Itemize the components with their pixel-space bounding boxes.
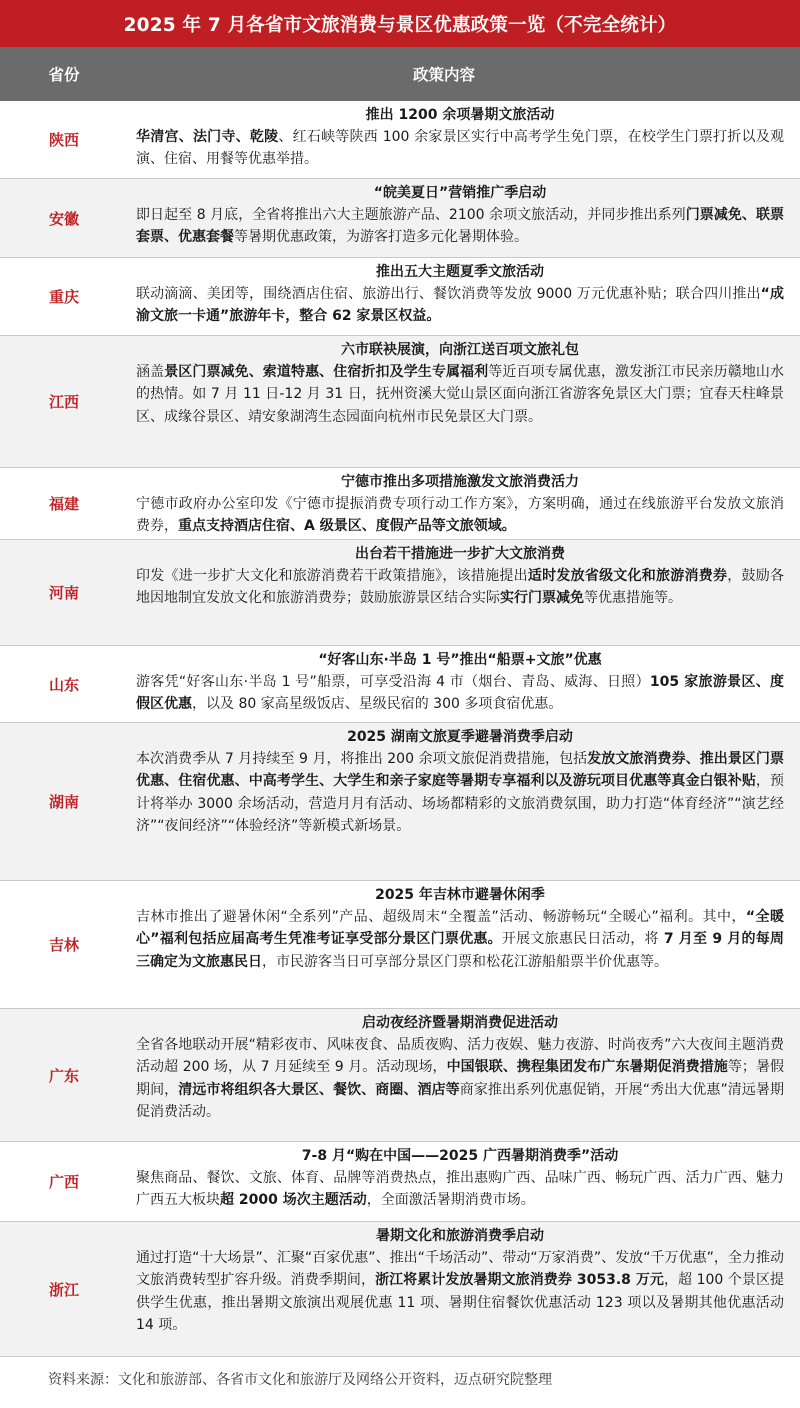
- policy-text-segment: ，鼓励各地因地制宜发放文化和旅游消费券；鼓励旅游景区结合实际: [136, 568, 784, 607]
- table-row: [0, 646, 800, 723]
- policy-text: [136, 1167, 784, 1212]
- policy-text-segment: 涵盖: [136, 364, 165, 380]
- province-name: 吉林: [48, 936, 79, 954]
- policy-content: [128, 540, 800, 645]
- policy-text-segment: 通过打造“十大场景”、汇聚“百家优惠”、推出“千场活动”、带动“万家消费”、发放“千万优惠”，全力推动文旅消费转型扩容升级。消费季期间，: [136, 1250, 784, 1289]
- policy-content: [128, 336, 800, 467]
- table-row: [0, 540, 800, 646]
- policy-highlight: 门票减免、联票套票、优惠套餐: [136, 207, 785, 246]
- policy-text-segment: 吉林市推出了避暑休闲“全系列”产品、超级周末“全覆盖”活动、畅游畅玩“全暖心”福利。其中，: [136, 909, 746, 925]
- policy-content: [128, 468, 800, 539]
- policy-title: 2025 湖南文旅夏季避暑消费季启动: [347, 729, 573, 745]
- policy-text: [136, 671, 784, 716]
- source-note: 资料来源：文化和旅游部、各省市文化和旅游厅及网络公开资料，迈点研究院整理: [48, 1372, 552, 1388]
- policy-text-segment: 等优惠措施等。: [584, 590, 682, 607]
- policy-content: [128, 1142, 800, 1221]
- policy-title: 启动夜经济暨暑期消费促进活动: [362, 1015, 558, 1031]
- policy-text: [136, 748, 784, 838]
- policy-highlight: 浙江将累计发放暑期文旅消费券 3053.8 万元: [375, 1272, 664, 1289]
- policy-title: 出台若干措施进一步扩大文旅消费: [355, 546, 565, 562]
- province-name: 安徽: [48, 209, 79, 228]
- policy-text: [136, 361, 784, 428]
- table-row: [0, 179, 800, 258]
- policy-text-segment: 开展文旅惠民日活动，将: [501, 931, 659, 948]
- policy-title: 推出 1200 余项暑期文旅活动: [365, 107, 555, 123]
- policy-content: [128, 179, 800, 257]
- province-name: 江西: [48, 393, 79, 411]
- province-name: 福建: [48, 495, 79, 513]
- policy-table: [0, 101, 800, 1357]
- policy-text: [136, 1247, 784, 1337]
- policy-text-segment: ，预计将举办 3000 余场活动，营造月月有活动、场场都精彩的文旅消费氛围，助力打造“体育经济”“演艺经济”“夜间经济”“体验经济”等新模式新场景。: [136, 773, 785, 835]
- policy-text-segment: 印发《进一步扩大文化和旅游消费若干政策措施》，该措施提出: [136, 568, 528, 584]
- policy-text-segment: 等近百项专属优惠，激发浙江市民亲历赣地山水的热情。如 7 月 11 日-12 月 31 日，抚州资溪大觉山景区面向浙江省游客免景区大门票；宜春天柱峰景区、成缘谷景区、靖安象湖湾生态园面向杭州市民免景区大门票。: [136, 364, 785, 425]
- table-row: [0, 1009, 800, 1142]
- policy-highlight: 105 家旅游景区、度假区优惠: [136, 674, 784, 713]
- table-header: [0, 47, 800, 101]
- province-name: 河南: [48, 584, 79, 602]
- table-row: [0, 1142, 800, 1222]
- table-row: [0, 1222, 800, 1357]
- table-row: [0, 101, 800, 179]
- policy-highlight: 实行门票减免: [500, 590, 584, 607]
- policy-text-segment: 商家推出系列优惠促销，开展“秀出大优惠”清远暑期促消费活动。: [136, 1081, 784, 1121]
- policy-text-segment: ，以及 80 家高星级饭店、星级民宿的 300 多项食宿优惠。: [192, 696, 563, 713]
- policy-text-segment: ，全面激活暑期消费市场。: [366, 1192, 535, 1209]
- policy-highlight: 清远市将组织各大景区、餐饮、商圈、酒店等: [178, 1081, 460, 1098]
- policy-content: [128, 723, 800, 880]
- policy-content: [128, 101, 800, 178]
- policy-text: [136, 493, 784, 538]
- province-name: 广西: [48, 1173, 79, 1191]
- policy-text-segment: 即日起至 8 月底，全省将推出六大主题旅游产品、2100 余项文旅活动，并同步推出系列: [136, 207, 686, 223]
- policy-content: [128, 881, 800, 1008]
- policy-text-segment: 本次消费季从 7 月持续至 9 月，将推出 200 余项文旅促消费措施，包括: [136, 751, 588, 767]
- policy-text-segment: ，市民游客当日可享部分景区门票和松花江游船船票半价优惠等。: [262, 953, 668, 970]
- table-row: [0, 723, 800, 881]
- policy-text-segment: 等；暑假期间，: [136, 1059, 785, 1098]
- province-name: 山东: [48, 675, 79, 694]
- policy-text: [136, 283, 784, 328]
- policy-text-segment: 等暑期优惠政策，为游客打造多元化暑期体验。: [234, 229, 528, 246]
- policy-content: [128, 1009, 800, 1141]
- policy-highlight: “全暖心”福利包括应届高考生凭准考证享受部分景区门票优惠。: [136, 909, 785, 948]
- policy-text-segment: 游客凭“好客山东·半岛 1 号”船票，可享受沿海 4 市（烟台、青岛、威海、日照）: [136, 674, 650, 690]
- policy-title: “好客山东·半岛 1 号”推出“船票+文旅”优惠: [318, 652, 602, 668]
- province-name: 重庆: [48, 288, 79, 306]
- policy-text-segment: 聚焦商品、餐饮、文旅、体育、品牌等消费热点，推出惠购广西、品味广西、畅玩广西、活力广西、魅力广西五大板块: [136, 1170, 784, 1209]
- table-row: [0, 258, 800, 336]
- policy-content: [128, 646, 800, 722]
- header-content: 政策内容: [412, 66, 475, 84]
- policy-text: [136, 1034, 784, 1124]
- policy-title: 宁德市推出多项措施激发文旅消费活力: [341, 474, 579, 490]
- policy-highlight: 适时发放省级文化和旅游消费券: [527, 568, 728, 584]
- policy-highlight: 华清宫、法门寺、乾陵: [136, 129, 279, 145]
- policy-highlight: 发放文旅消费券、推出景区门票优惠、住宿优惠、中高考学生、大学生和亲子家庭等暑期专享福利以及游玩项目优惠等真金白银补贴: [136, 751, 784, 790]
- table-row: [0, 336, 800, 468]
- policy-text: [136, 565, 784, 610]
- page-title: 2025 年 7 月各省市文旅消费与景区优惠政策一览（不完全统计）: [0, 0, 800, 47]
- policy-content: [128, 1222, 800, 1356]
- province-name: 广东: [48, 1066, 79, 1085]
- table-row: [0, 881, 800, 1009]
- policy-title: 暑期文化和旅游消费季启动: [376, 1228, 544, 1244]
- policy-highlight: “成渝文旅一卡通”旅游年卡，整合 62 家景区权益。: [136, 286, 784, 325]
- policy-text-segment: ，超 100 个景区提供学生优惠，推出暑期文旅演出观展优惠 11 项、暑期住宿餐饮优惠活动 123 项以及暑期其他优惠活动 14 项。: [136, 1272, 785, 1334]
- policy-title: 六市联袂展演，向浙江送百项文旅礼包: [341, 342, 579, 358]
- policy-text-segment: 全省各地联动开展“精彩夜市、风味夜食、品质夜购、活力夜娱、魅力夜游、时尚夜秀”六大夜间主题消费活动超 200 场，从 7 月延续至 9 月。活动现场，: [136, 1037, 784, 1076]
- policy-text: [136, 204, 784, 249]
- policy-text-segment: 联动滴滴、美团等，围绕酒店住宿、旅游出行、餐饮消费等发放 9000 万元优惠补贴；联合四川推出: [136, 286, 761, 302]
- policy-title: 2025 年吉林市避暑休闲季: [375, 887, 545, 903]
- policy-text-segment: 宁德市政府办公室印发《宁德市提振消费专项行动工作方案》，方案明确，通过在线旅游平台发放文旅消费券，: [136, 496, 784, 535]
- table-row: [0, 468, 800, 540]
- province-name: 湖南: [48, 793, 79, 811]
- policy-highlight: 7 月至 9 月的每周三确定为文旅惠民日: [136, 931, 785, 970]
- policy-content: [128, 258, 800, 335]
- province-name: 浙江: [48, 1280, 79, 1299]
- policy-highlight: 超 2000 场次主题活动: [220, 1192, 367, 1209]
- province-name: 陕西: [48, 131, 79, 149]
- policy-title: 推出五大主题夏季文旅活动: [376, 264, 544, 280]
- header-province: 省份: [48, 66, 80, 84]
- policy-highlight: 中国银联、携程集团发布广东暑期促消费措施: [446, 1059, 728, 1076]
- policy-highlight: 重点支持酒店住宿、A 级景区、度假产品等文旅领域。: [178, 518, 516, 535]
- policy-text: [136, 906, 784, 973]
- policy-text: [136, 126, 784, 171]
- policy-highlight: 景区门票减免、索道特惠、住宿折扣及学生专属福利: [164, 364, 489, 380]
- policy-title: “皖美夏日”营销推广季启动: [373, 185, 547, 201]
- policy-text-segment: 、红石峡等陕西 100 余家景区实行中高考学生免门票，在校学生门票打折以及观演、住宿、用餐等优惠举措。: [136, 129, 784, 168]
- policy-title: 7-8 月“购在中国——2025 广西暑期消费季”活动: [301, 1148, 619, 1164]
